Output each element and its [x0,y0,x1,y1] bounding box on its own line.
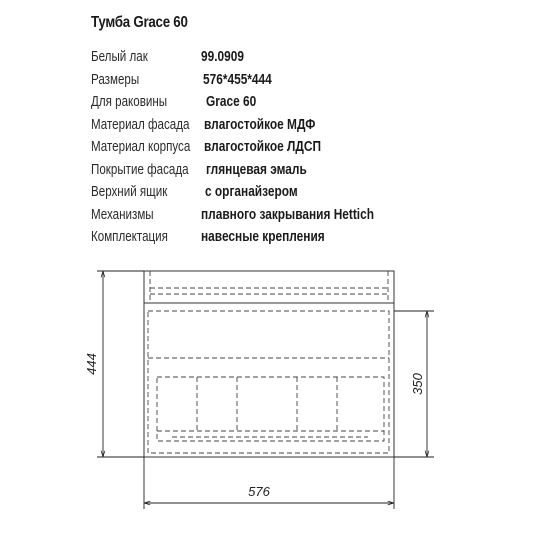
spec-label: Покрытие фасада [91,161,189,178]
spec-value: влагостойкое МДФ [204,116,316,133]
spec-value: влагостойкое ЛДСП [204,139,321,155]
spec-value: глянцевая эмаль [206,161,307,178]
spec-value: плавного закрывания Hettich [201,206,374,223]
height-dimension [97,271,144,457]
width-label: 576 [248,484,270,499]
drawer-outline [148,311,389,453]
spec-label: Белый лак [91,49,148,65]
spec-label: Комплектация [91,229,168,245]
height-label: 444 [84,353,99,375]
cabinet-outline [144,271,394,457]
drawer-height-label: 350 [410,373,425,395]
spec-label: Для раковины [91,94,168,110]
hidden-lines [150,271,388,300]
spec-label: Размеры [91,71,140,88]
spec-value: с органайзером [205,184,298,200]
spec-value: навесные крепления [201,229,325,245]
spec-value: 576*455*444 [203,71,272,88]
spec-value: 99.0909 [201,49,244,65]
product-title: Тумба Grace 60 [91,14,188,31]
organizer-compartments [157,377,384,441]
width-dimension [144,457,394,509]
spec-label: Механизмы [91,206,154,223]
spec-label: Верхний ящик [91,184,168,200]
spec-label: Материал корпуса [91,139,191,155]
spec-value: Grace 60 [206,94,257,110]
spec-label: Материал фасада [91,116,190,133]
